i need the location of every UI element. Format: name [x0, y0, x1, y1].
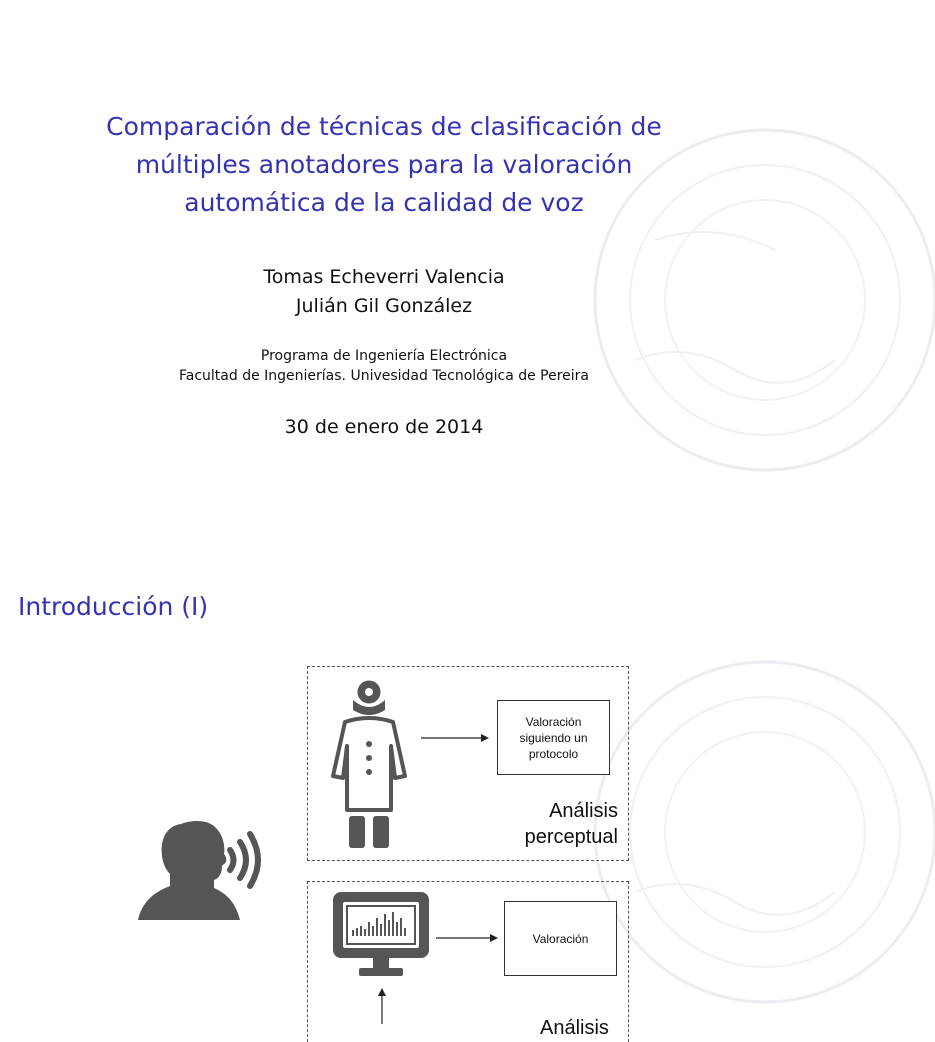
doctor-icon [325, 678, 415, 850]
title-slide [0, 0, 768, 512]
perceptual-label-line: perceptual [524, 826, 618, 848]
institution-line: Programa de Ingeniería Electrónica [260, 348, 508, 364]
frame-title: Introducción (I) [18, 592, 209, 621]
institution [0, 346, 768, 386]
title-line: múltiples anotadores para la valoración [135, 150, 633, 179]
arrow-up-icon [376, 988, 388, 1024]
assessment-label: Valoración [532, 931, 589, 946]
assessment-box [504, 901, 617, 976]
intro-slide [0, 512, 768, 1039]
presentation-date: 30 de enero de 2014 [284, 416, 484, 438]
protocol-assessment-box [497, 700, 610, 775]
institution-line: Facultad de Ingenierías. Univesidad Tecnológica de Pereira [178, 368, 590, 384]
arrow-right-icon [436, 932, 500, 944]
speaking-person-icon [136, 812, 271, 924]
university-seal-watermark [575, 632, 935, 1032]
computer-monitor-icon [333, 892, 431, 978]
perceptual-analysis-label [498, 798, 618, 850]
title-line: Comparación de técnicas de clasificación de [106, 112, 662, 141]
automatic-analysis-label: Análisis [540, 1017, 609, 1039]
authors [0, 263, 768, 321]
author-name: Tomas Echeverri Valencia [263, 266, 505, 288]
protocol-assessment-label: Valoración siguiendo un protocolo [519, 714, 588, 761]
title-line: automática de la calidad de voz [184, 188, 584, 217]
arrow-right-icon [421, 732, 491, 744]
perceptual-label-line: Análisis [549, 800, 618, 822]
author-name: Julián Gil González [295, 295, 473, 317]
presentation-title [60, 108, 708, 222]
